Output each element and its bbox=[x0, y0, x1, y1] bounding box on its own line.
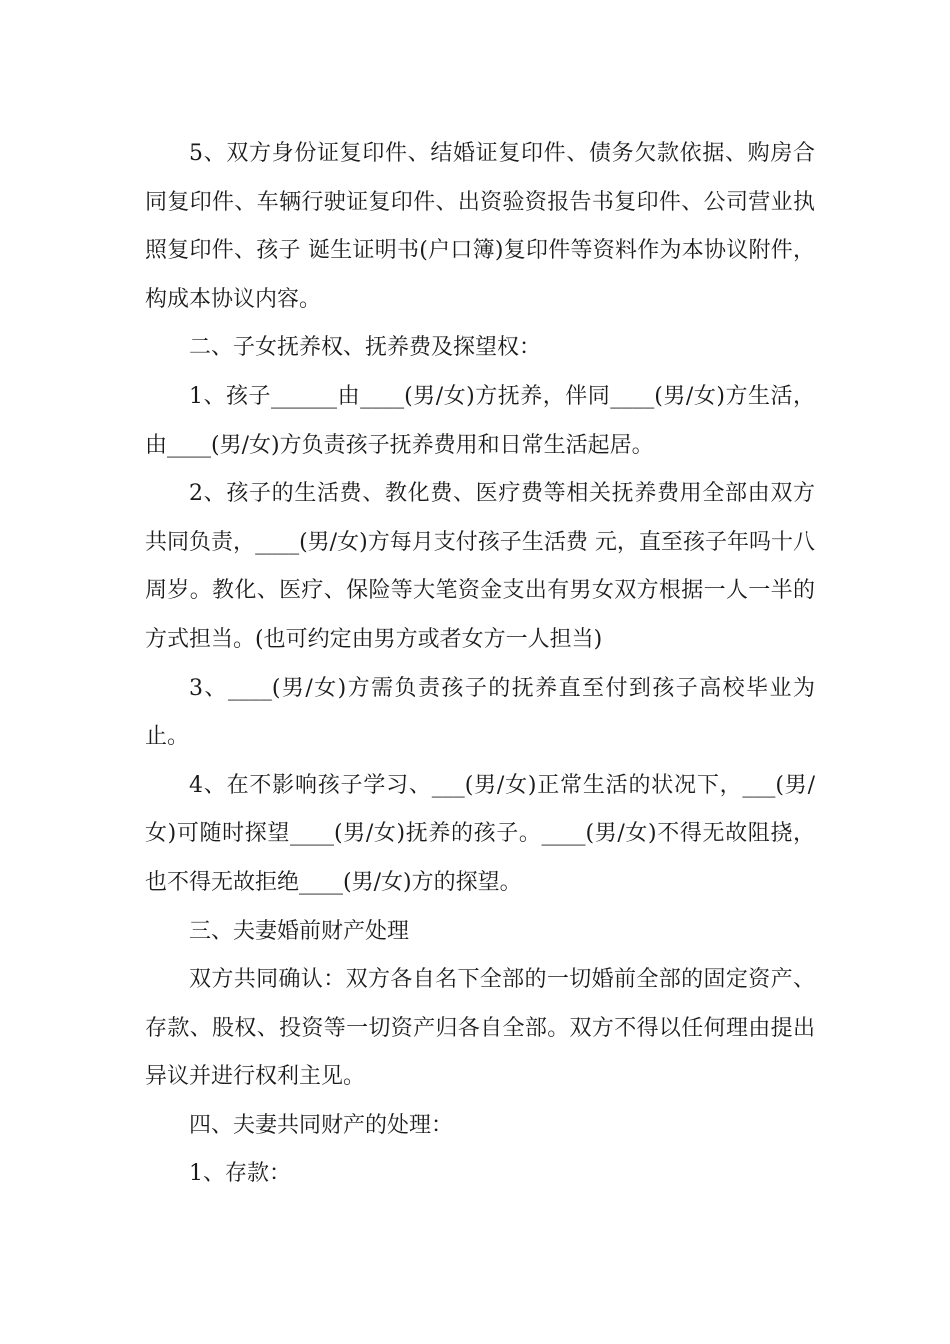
paragraph-custody-2: 2、孩子的生活费、教化费、医疗费等相关抚养费用全部由双方共同负责，____(男/女)方每月支付孩子生活费 元，直至孩子年吗十八周岁。教化、医疗、保险等大笔资金支出有男女双方根据一人一半的方式担当。(也可约定由男方或者女方一人担当) bbox=[145, 481, 815, 652]
paragraph-custody-3: 3、____(男/女)方需负责孩子的抚养直至付到孩子高校毕业为止。 bbox=[145, 675, 815, 750]
paragraph-custody-4: 4、在不影响孩子学习、___(男/女)正常生活的状况下，___(男/女)可随时探望____(男/女)抚养的孩子。____(男/女)不得无故阻挠，也不得无故拒绝____(男/女)方的探望。 bbox=[145, 772, 815, 895]
heading-joint-property: 四、夫妻共同财产的处理： bbox=[189, 1112, 454, 1138]
paragraph-deposits: 1、存款： bbox=[189, 1161, 291, 1187]
paragraph-custody-1: 1、孩子______由____(男/女)方抚养，伴同____(男/女)方生活，由____(男/女)方负责孩子抚养费用和日常生活起居。 bbox=[145, 383, 815, 458]
document-body bbox=[145, 130, 815, 1199]
heading-premarital-property: 三、夫妻婚前财产处理 bbox=[189, 918, 410, 944]
paragraph-premarital-property: 双方共同确认：双方各自名下全部的一切婚前全部的固定资产、存款、股权、投资等一切资产归各自全部。双方不得以任何理由提出异议并进行权利主见。 bbox=[145, 967, 815, 1090]
heading-custody: 二、子女抚养权、抚养费及探望权： bbox=[189, 335, 542, 361]
paragraph-attachments: 5、双方身份证复印件、结婚证复印件、债务欠款依据、购房合同复印件、车辆行驶证复印件、出资验资报告书复印件、公司营业执照复印件、孩子 诞生证明书(户口簿)复印件等资料作为本协议附件，构成本协议内容。 bbox=[145, 141, 815, 312]
